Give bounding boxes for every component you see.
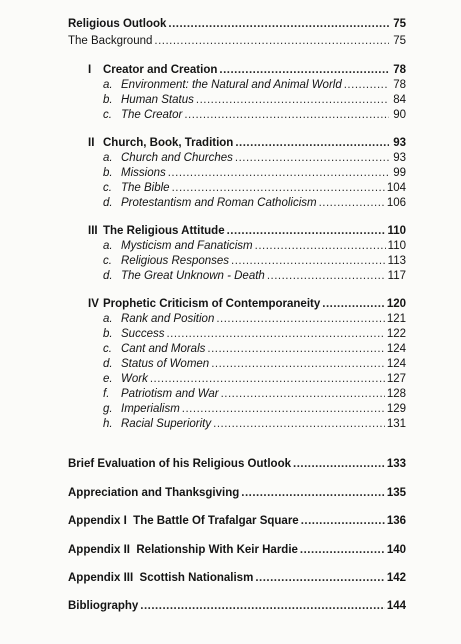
item-page: 129: [386, 403, 406, 415]
item-letter: a.: [103, 79, 113, 91]
toc-item: [103, 93, 406, 108]
toc-entry-page: 75: [393, 35, 406, 47]
item-letter: h.: [103, 418, 113, 430]
toc-section-iii: [88, 224, 406, 239]
item-title: Religious Responses: [121, 255, 230, 267]
toc-entry-page: 144: [386, 600, 406, 612]
toc-item: [103, 327, 406, 342]
item-letter: c.: [103, 343, 112, 355]
item-page: 122: [386, 328, 406, 340]
toc-item: [103, 196, 406, 211]
dot-leader: [207, 342, 384, 357]
item-page: 131: [386, 418, 406, 430]
dot-leader: [255, 239, 386, 254]
toc-item: [103, 342, 406, 357]
toc-section-iv: [88, 297, 406, 312]
item-page: 104: [386, 182, 406, 194]
toc-entry-title: Brief Evaluation of his Religious Outlook: [68, 458, 291, 470]
item-page: 93: [393, 152, 406, 164]
toc-item: [103, 181, 406, 196]
dot-leader: [184, 108, 389, 123]
item-page: 121: [386, 313, 406, 325]
section-title: Creator and Creation: [103, 64, 218, 76]
item-letter: b.: [103, 167, 113, 179]
section-numeral: II: [88, 137, 95, 149]
item-title: The Creator: [121, 109, 183, 121]
toc-entry-title: Appendix I The Battle Of Trafalgar Square: [68, 515, 299, 527]
toc-entry-appreciation: [68, 486, 406, 501]
toc-entry-title: Appendix III Scottish Nationalism: [68, 572, 254, 584]
dot-leader: [344, 78, 389, 93]
item-title: Work: [121, 373, 148, 385]
toc-item: [103, 166, 406, 181]
toc-item: [103, 387, 406, 402]
dot-leader: [227, 224, 386, 239]
dot-leader: [241, 486, 385, 501]
dot-leader: [293, 457, 385, 472]
section-numeral: III: [88, 225, 98, 237]
toc-item: [103, 402, 406, 417]
item-title: Patriotism and War: [121, 388, 219, 400]
item-title: The Bible: [121, 182, 170, 194]
toc-entry-appendix-iii: [68, 571, 406, 586]
item-title: Environment: the Natural and Animal World: [121, 79, 342, 91]
item-letter: c.: [103, 255, 112, 267]
item-letter: c.: [103, 109, 112, 121]
item-letter: e.: [103, 373, 113, 385]
item-page: 124: [386, 358, 406, 370]
section-page: 110: [387, 225, 406, 237]
item-letter: d.: [103, 358, 113, 370]
toc-entry-title: The Background: [68, 35, 153, 47]
item-letter: c.: [103, 182, 112, 194]
dot-leader: [182, 402, 385, 417]
item-page: 99: [393, 167, 406, 179]
toc-entry-title: Religious Outlook: [68, 18, 167, 30]
item-page: 117: [387, 270, 406, 282]
section-title: The Religious Attitude: [103, 225, 225, 237]
item-title: Rank and Position: [121, 313, 215, 325]
toc-entry-the-background: [68, 34, 406, 49]
toc-item: [103, 254, 406, 269]
dot-leader: [154, 34, 389, 49]
item-title: Racial Superiority: [121, 418, 212, 430]
dot-leader: [231, 254, 386, 269]
item-page: 128: [386, 388, 406, 400]
toc-item: [103, 357, 406, 372]
item-page: 113: [387, 255, 406, 267]
item-title: Success: [121, 328, 165, 340]
toc-section-ii: [88, 136, 406, 151]
dot-leader: [322, 297, 385, 312]
section-title: Church, Book, Tradition: [103, 137, 234, 149]
item-title: Human Status: [121, 94, 194, 106]
item-title: Protestantism and Roman Catholicism: [121, 197, 317, 209]
toc-entry-page: 140: [386, 544, 406, 556]
item-letter: f.: [103, 388, 110, 400]
toc-item: [103, 417, 406, 432]
section-page: 93: [393, 137, 406, 149]
dot-leader: [221, 387, 385, 402]
section-title: Prophetic Criticism of Contemporaneity: [103, 298, 321, 310]
section-page: 78: [393, 64, 406, 76]
item-page: 124: [386, 343, 406, 355]
dot-leader: [300, 543, 385, 558]
dot-leader: [168, 166, 389, 181]
item-page: 127: [386, 373, 406, 385]
dot-leader: [213, 417, 385, 432]
item-letter: a.: [103, 240, 113, 252]
item-title: Church and Churches: [121, 152, 233, 164]
section-numeral: I: [88, 64, 92, 76]
item-title: Imperialism: [121, 403, 180, 415]
toc-entry-appendix-ii: [68, 543, 406, 558]
item-page: 84: [393, 94, 406, 106]
item-letter: g.: [103, 403, 113, 415]
dot-leader: [235, 136, 389, 151]
section-page: 120: [386, 298, 406, 310]
item-letter: b.: [103, 328, 113, 340]
item-page: 106: [386, 197, 406, 209]
toc-item: [103, 372, 406, 387]
item-title: Missions: [121, 167, 166, 179]
dot-leader: [267, 269, 386, 284]
section-numeral: IV: [88, 298, 99, 310]
toc-item: [103, 151, 406, 166]
toc-entry-page: 133: [386, 458, 406, 470]
dot-leader: [150, 372, 385, 387]
item-letter: a.: [103, 313, 113, 325]
dot-leader: [235, 151, 389, 166]
dot-leader: [211, 357, 385, 372]
toc-item: [103, 312, 406, 327]
dot-leader: [196, 93, 389, 108]
item-letter: d.: [103, 197, 113, 209]
toc-entry-religious-outlook: [68, 17, 406, 32]
item-title: Status of Women: [121, 358, 210, 370]
dot-leader: [219, 63, 389, 78]
toc-entry-title: Bibliography: [68, 600, 139, 612]
toc-section-i: [88, 63, 406, 78]
toc-entry-page: 142: [386, 572, 406, 584]
toc-item: [103, 239, 406, 254]
item-letter: a.: [103, 152, 113, 164]
item-page: 110: [387, 240, 406, 252]
item-letter: d.: [103, 270, 113, 282]
toc-entry-page: 136: [386, 515, 406, 527]
toc-entry-page: 135: [386, 487, 406, 499]
toc-entry-brief-evaluation: [68, 457, 406, 472]
dot-leader: [168, 17, 389, 32]
toc-item: [103, 108, 406, 123]
item-letter: b.: [103, 94, 113, 106]
dot-leader: [319, 196, 385, 211]
dot-leader: [140, 599, 385, 614]
dot-leader: [255, 571, 385, 586]
toc-entry-title: Appendix II Relationship With Keir Hardie: [68, 544, 298, 556]
toc-item: [103, 78, 406, 93]
item-page: 78: [393, 79, 406, 91]
toc-entry-page: 75: [393, 18, 406, 30]
toc-entry-title: Appreciation and Thanksgiving: [68, 487, 240, 499]
item-title: The Great Unknown - Death: [121, 270, 265, 282]
dot-leader: [172, 181, 385, 196]
item-title: Mysticism and Fanaticism: [121, 240, 253, 252]
dot-leader: [216, 312, 384, 327]
item-page: 90: [393, 109, 406, 121]
toc-entry-bibliography: [68, 599, 406, 614]
toc-item: [103, 269, 406, 284]
dot-leader: [166, 327, 384, 342]
item-title: Cant and Morals: [121, 343, 206, 355]
toc-entry-appendix-i: [68, 514, 406, 529]
dot-leader: [301, 514, 385, 529]
